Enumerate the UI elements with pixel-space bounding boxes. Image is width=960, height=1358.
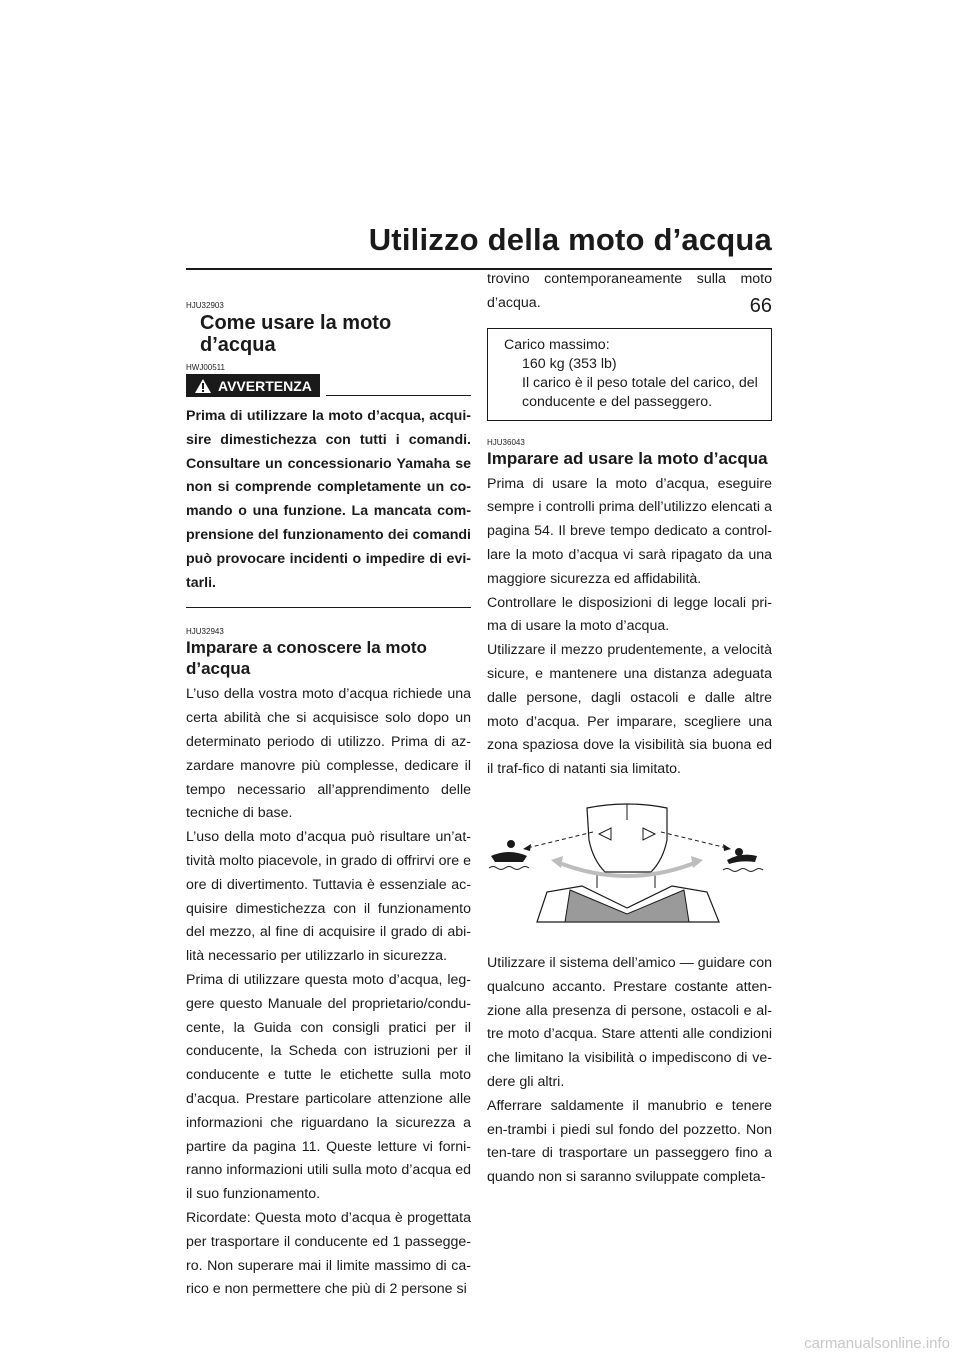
right-column xyxy=(487,268,772,1190)
paragraph: L’uso della moto d’acqua può risultare un’at-tività molto piacevole, in grado di offrirvi ore e ore di divertimento. Tuttavia è essenziale ac-quisire dimestichezza con il funzionamento del mezzo, al fine di acquisire il grado di abi-lità necessario per utilizzarlo in sicurezza. xyxy=(186,829,471,965)
warning-label: AVVERTENZA xyxy=(218,377,312,394)
subsection-title: Imparare ad usare la moto d’acqua xyxy=(487,448,768,468)
paragraph: Utilizzare il mezzo prudentemente, a velocità sicure, e mantenere una distanza adeguata dalle persone, dagli ostacoli e dalle altre moto d’acqua. Per imparare, scegliere una zona spaziosa dove la visibilità sia buona ed il traf-fico di natanti sia limitato. xyxy=(487,642,772,778)
paragraph-continuation: trovino contemporaneamente sulla moto d’acqua. xyxy=(487,271,772,311)
paragraph: Utilizzare il sistema dell’amico — guidare con qualcuno accanto. Prestare costante atten-zione alla presenza di persone, ostacoli e al-tre moto d’acqua. Stare attenti alle condizioni che limitano la visibilità o impediscono di ve-dere gli altri. xyxy=(487,954,772,1090)
warning-code: HWJ00511 xyxy=(186,363,225,372)
illustration-svg xyxy=(487,790,772,940)
max-load-label: Carico massimo: xyxy=(504,336,610,353)
page-header-title: Utilizzo della moto d’acqua xyxy=(368,222,772,257)
paragraph: Ricordate: Questa moto d’acqua è progettata per trasportare il conducente ed 1 passegge-ro. Non superare mai il limite massimo di ca-rico e non permettere che più di 2 persone si xyxy=(186,1209,471,1298)
max-load-box xyxy=(487,328,772,421)
paragraph: Controllare le disposizioni di legge locali pri-ma di usare la moto d’acqua. xyxy=(487,594,772,635)
warning-badge xyxy=(186,374,320,397)
subsection-code: HJU36043 xyxy=(487,437,525,447)
page-number: 66 xyxy=(749,295,772,317)
paragraph: Prima di usare la moto d’acqua, eseguire sempre i controlli prima dell’utilizzo elencati a pagina 54. Il breve tempo dedicato a control-lare la moto d’acqua vi sarà ripagato da una maggiore sicurezza ed affidabilità. xyxy=(487,475,772,587)
warning-bottom-rule xyxy=(186,607,471,608)
max-load-note: Il carico è il peso totale del carico, del conducente e del passeggero. xyxy=(522,374,758,410)
section-title: Come usare la moto d’acqua xyxy=(200,312,392,356)
rider-visibility-illustration xyxy=(487,790,772,940)
warning-triangle-icon xyxy=(194,378,212,394)
section-code: HJU32903 xyxy=(186,301,224,310)
warning-rule xyxy=(326,395,471,396)
subsection-title: Imparare a conoscere la moto d’acqua xyxy=(186,638,427,679)
paragraph: Prima di utilizzare questa moto d’acqua, leg-gere questo Manuale del proprietario/condu-cente, la Guida con consigli pratici per il conducente, la Scheda con istruzioni per il conducente e tutte le etichette sulla moto d’acqua. Prestare particolare attenzione alle informazioni che riguardano la sicurezza a partire da pagina 11. Queste letture vi forni-ranno informazioni utili sulla moto d’acqua ed il suo funzionamento. xyxy=(186,971,471,1203)
warning-header xyxy=(186,374,471,397)
max-load-value: 160 kg (353 lb) xyxy=(522,355,617,372)
footer-watermark-url: carmanualsonline.info xyxy=(804,1335,950,1352)
paragraph: Afferrare saldamente il manubrio e tenere en-trambi i piedi sul fondo del pozzetto. Non ten-tare di trasportare un passeggero fino a quando non si saranno sviluppate completa- xyxy=(487,1097,772,1186)
left-column xyxy=(186,302,471,1302)
warning-text: Prima di utilizzare la moto d’acqua, acqui-sire dimestichezza con tutti i comandi. Consultare un concessionario Yamaha se non si comprende completamente un co-mando o una funzione. La mancata com-prensione del funzionamento dei comandi può provocare incidenti o impedire di evi-tarli. xyxy=(186,408,471,591)
paragraph: L’uso della vostra moto d’acqua richiede una certa abilità che si acquisisce solo dopo un determinato periodo di utilizzo. Prima di az-zardare manovre più complesse, dedicare il tempo necessario all’apprendimento delle tecniche di base. xyxy=(186,686,471,822)
subsection-code: HJU32943 xyxy=(186,627,224,637)
